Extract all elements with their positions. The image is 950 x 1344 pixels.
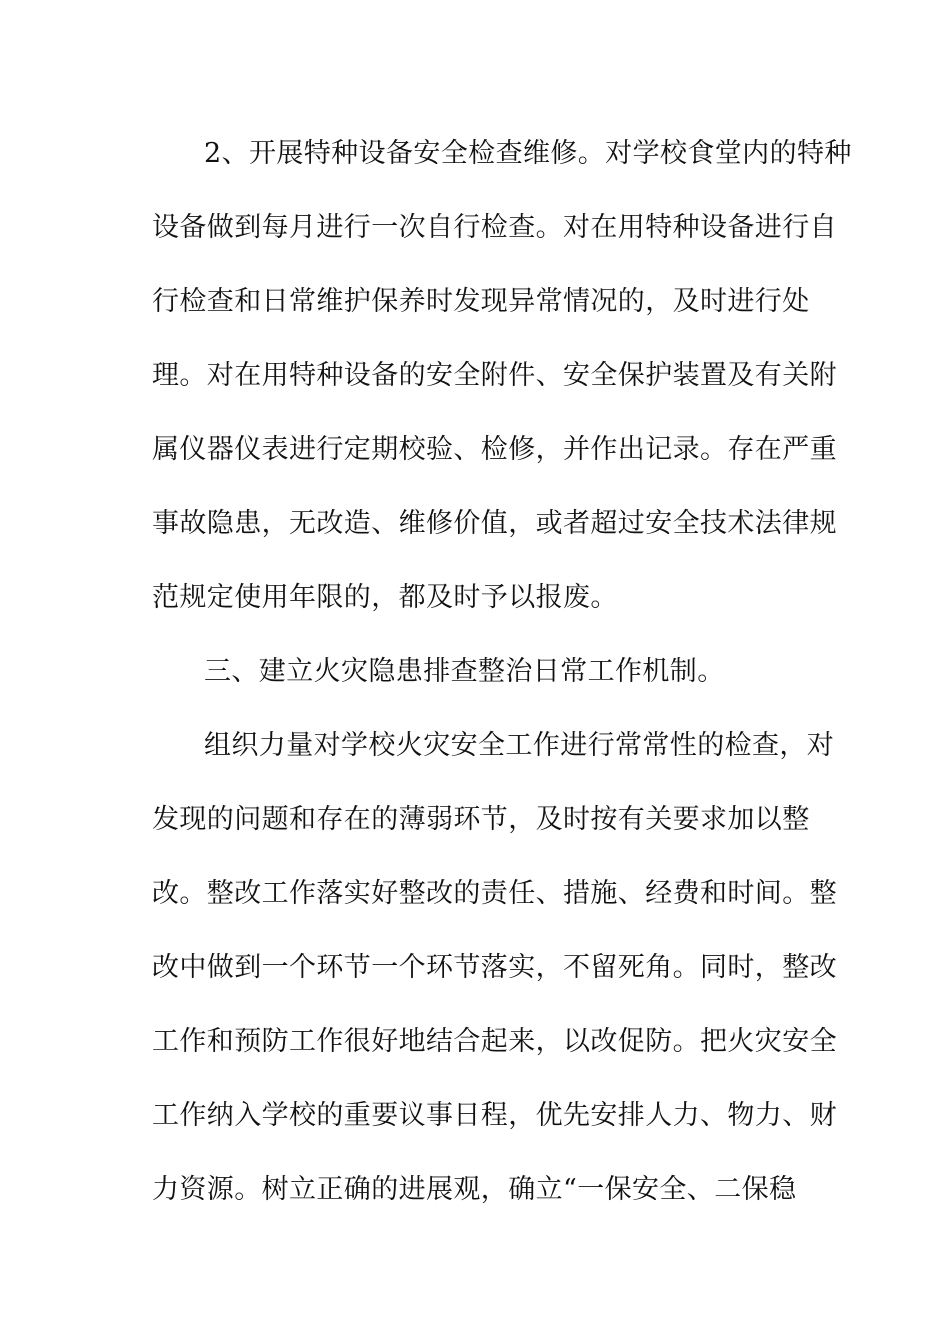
paragraph-line: 行检查和日常维护保养时发现异常情况的，及时进行处	[152, 286, 810, 317]
paragraph-line: 2、开展特种设备安全检查维修。对学校食堂内的特种	[204, 138, 852, 169]
section-heading: 三、建立火灾隐患排查整治日常工作机制。	[204, 656, 725, 687]
paragraph-line: 工作纳入学校的重要议事日程，优先安排人力、物力、财	[152, 1100, 837, 1131]
paragraph-line: 设备做到每月进行一次自行检查。对在用特种设备进行自	[152, 212, 837, 243]
paragraph-line: 组织力量对学校火灾安全工作进行常常性的检查，对	[204, 730, 835, 761]
paragraph-line: 事故隐患，无改造、维修价值，或者超过安全技术法律规	[152, 508, 837, 539]
paragraph-line: 范规定使用年限的，都及时予以报废。	[152, 582, 618, 613]
paragraph-line: 属仪器仪表进行定期校验、检修，并作出记录。存在严重	[152, 434, 837, 465]
paragraph-line: 理。对在用特种设备的安全附件、安全保护装置及有关附	[152, 360, 837, 391]
paragraph-line: 改中做到一个环节一个环节落实，不留死角。同时，整改	[152, 952, 837, 983]
paragraph-line: 发现的问题和存在的薄弱环节，及时按有关要求加以整	[152, 804, 810, 835]
paragraph-line: 工作和预防工作很好地结合起来，以改促防。把火灾安全	[152, 1026, 837, 1057]
paragraph-line: 力资源。树立正确的进展观，确立“一保安全、二保稳	[152, 1174, 797, 1205]
document-body	[152, 128, 852, 1238]
paragraph-line: 改。整改工作落实好整改的责任、措施、经费和时间。整	[152, 878, 837, 909]
